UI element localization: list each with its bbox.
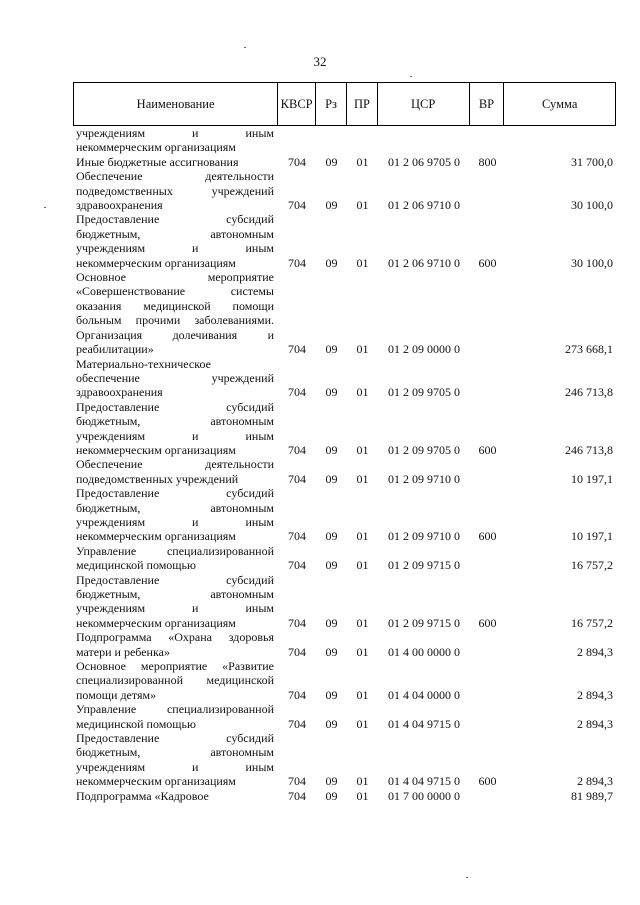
cell-csr: 01 4 04 0000 0 <box>388 687 460 702</box>
cell-pr: 01 <box>356 198 369 213</box>
cell-vr: 800 <box>478 154 497 169</box>
cell-name-line: Обеспечение деятельности <box>76 169 274 184</box>
cell-name-line: учреждениям и иным <box>76 428 274 443</box>
table-row <box>73 155 616 169</box>
cell-name-line: некоммерческим организациям <box>76 615 236 630</box>
scan-speck <box>466 877 468 878</box>
cell-pr: 01 <box>356 774 369 789</box>
cell-name-line: матери и ребенка» <box>76 644 170 659</box>
cell-name-line: Управление специализированной <box>76 543 274 558</box>
cell-name <box>73 212 278 270</box>
cell-name-line: Предоставление субсидий <box>76 486 274 501</box>
budget-table <box>73 82 616 803</box>
cell-vr: 600 <box>478 255 497 270</box>
cell-kvsr: 704 <box>288 644 306 659</box>
cell-kvsr: 704 <box>288 198 306 213</box>
cell-rz: 09 <box>325 385 338 400</box>
cell-name <box>73 457 278 486</box>
header-kvsr: КВСР <box>278 83 316 125</box>
cell-sum: 246 713,8 <box>565 442 613 457</box>
cell-csr <box>378 126 470 155</box>
cell-vr: 600 <box>478 529 497 544</box>
table-row <box>73 400 616 458</box>
cell-name-line: некоммерческим организациям <box>76 774 236 789</box>
cell-name-line: некоммерческим организациям <box>76 529 236 544</box>
cell-kvsr: 704 <box>288 385 306 400</box>
cell-name-line: Предоставление субсидий <box>76 572 274 587</box>
cell-pr: 01 <box>356 385 369 400</box>
cell-pr: 01 <box>356 687 369 702</box>
cell-kvsr: 704 <box>288 774 306 789</box>
cell-sum: 16 757,2 <box>571 558 613 573</box>
table-row <box>73 270 616 356</box>
cell-pr: 01 <box>356 342 369 357</box>
cell-rz: 09 <box>325 716 338 731</box>
cell-kvsr: 704 <box>288 558 306 573</box>
cell-kvsr: 704 <box>288 716 306 731</box>
cell-csr: 01 2 09 9715 0 <box>388 615 460 630</box>
cell-csr: 01 4 04 9715 0 <box>388 774 460 789</box>
cell-sum: 10 197,1 <box>571 529 613 544</box>
table-row <box>73 544 616 573</box>
cell-csr: 01 2 06 9710 0 <box>388 198 460 213</box>
cell-name-line: Иные бюджетные ассигнования <box>76 154 239 169</box>
table-row <box>73 457 616 486</box>
cell-csr: 01 4 00 0000 0 <box>388 644 460 659</box>
table-row <box>73 169 616 212</box>
cell-name-line: оказания медицинской помощи <box>76 298 274 313</box>
cell-pr: 01 <box>356 471 369 486</box>
cell-name <box>73 270 278 356</box>
cell-name <box>73 126 278 155</box>
scan-speck <box>244 47 246 48</box>
cell-sum: 2 894,3 <box>577 644 613 659</box>
cell-name <box>73 169 278 212</box>
cell-vr <box>470 789 505 803</box>
cell-kvsr: 704 <box>288 342 306 357</box>
cell-csr: 01 7 00 0000 0 <box>388 788 460 803</box>
cell-sum: 2 894,3 <box>577 774 613 789</box>
table-row <box>73 659 616 702</box>
cell-name-line: здравоохранения <box>76 198 163 213</box>
cell-name-line: бюджетным, автономным <box>76 500 274 515</box>
cell-pr: 01 <box>356 154 369 169</box>
cell-name-line: учреждениям и иным <box>76 126 274 140</box>
cell-kvsr: 704 <box>288 471 306 486</box>
cell-name-line: некоммерческим организациям <box>76 442 236 457</box>
cell-rz: 09 <box>325 644 338 659</box>
table-header <box>73 82 616 126</box>
cell-rz: 09 <box>325 342 338 357</box>
cell-rz: 09 <box>325 529 338 544</box>
cell-sum: 273 668,1 <box>565 342 613 357</box>
cell-name-line: подведомственных учреждений <box>76 471 239 486</box>
header-name: Наименование <box>74 83 278 125</box>
cell-csr: 01 2 06 9705 0 <box>388 154 460 169</box>
cell-sum: 10 197,1 <box>571 471 613 486</box>
cell-sum: 246 713,8 <box>565 385 613 400</box>
cell-pr: 01 <box>356 788 369 803</box>
cell-sum: 30 100,0 <box>571 255 613 270</box>
cell-name-line: Материально-техническое <box>76 356 211 371</box>
cell-name-line: Подпрограмма «Кадровое <box>76 788 209 803</box>
cell-pr: 01 <box>356 716 369 731</box>
cell-rz: 09 <box>325 687 338 702</box>
cell-name-line: учреждениям и иным <box>76 241 274 256</box>
cell-vr <box>470 702 505 731</box>
page-number: 32 <box>313 54 327 69</box>
cell-pr: 01 <box>356 255 369 270</box>
cell-pr <box>347 126 378 155</box>
cell-pr: 01 <box>356 529 369 544</box>
cell-rz <box>316 126 347 155</box>
cell-vr <box>470 126 505 155</box>
cell-vr <box>470 169 505 212</box>
cell-name <box>73 400 278 458</box>
cell-name-line: «Совершенствование системы <box>76 284 274 299</box>
cell-name <box>73 486 278 544</box>
cell-kvsr: 704 <box>288 529 306 544</box>
cell-kvsr: 704 <box>288 442 306 457</box>
cell-name-line: бюджетным, автономным <box>76 414 274 429</box>
cell-pr: 01 <box>356 644 369 659</box>
cell-name <box>73 659 278 702</box>
table-row <box>73 486 616 544</box>
table-row <box>73 630 616 659</box>
cell-vr: 600 <box>478 615 497 630</box>
table-row <box>73 731 616 789</box>
cell-vr <box>470 270 505 356</box>
cell-vr <box>470 544 505 573</box>
cell-name-line: бюджетным, автономным <box>76 745 274 760</box>
cell-name-line: Обеспечение деятельности <box>76 457 274 472</box>
cell-name-line: подведомственных учреждений <box>76 183 274 198</box>
cell-sum: 81 989,7 <box>571 788 613 803</box>
cell-name-line: Управление специализированной <box>76 702 274 717</box>
cell-vr <box>470 457 505 486</box>
cell-sum: 2 894,3 <box>577 687 613 702</box>
cell-kvsr: 704 <box>288 255 306 270</box>
cell-name-line: медицинской помощью <box>76 558 196 573</box>
cell-name-line: помощи детям» <box>76 687 157 702</box>
header-csr: ЦСР <box>378 83 470 125</box>
cell-pr: 01 <box>356 615 369 630</box>
cell-vr <box>470 357 505 400</box>
header-vr: ВР <box>470 83 505 125</box>
cell-name-line: учреждениям и иным <box>76 759 274 774</box>
table-body <box>73 126 616 803</box>
cell-name-line: Основное мероприятие <box>76 270 274 285</box>
cell-sum: 30 100,0 <box>571 198 613 213</box>
cell-vr <box>470 659 505 702</box>
cell-name-line: Предоставление субсидий <box>76 731 274 746</box>
cell-csr: 01 2 09 9715 0 <box>388 558 460 573</box>
table-row <box>73 126 616 155</box>
cell-name-line: учреждениям и иным <box>76 601 274 616</box>
cell-name <box>73 702 278 731</box>
cell-csr: 01 2 09 9710 0 <box>388 529 460 544</box>
cell-pr: 01 <box>356 442 369 457</box>
cell-name <box>73 544 278 573</box>
scan-speck <box>410 76 412 77</box>
cell-name-line: бюджетным, автономным <box>76 226 274 241</box>
cell-name <box>73 731 278 789</box>
cell-sum: 31 700,0 <box>571 154 613 169</box>
cell-rz: 09 <box>325 154 338 169</box>
cell-rz: 09 <box>325 774 338 789</box>
cell-name-line: медицинской помощью <box>76 716 196 731</box>
cell-name <box>73 357 278 400</box>
cell-name <box>73 630 278 659</box>
cell-rz: 09 <box>325 788 338 803</box>
cell-kvsr <box>278 126 316 155</box>
cell-kvsr: 704 <box>288 154 306 169</box>
cell-name-line: Предоставление субсидий <box>76 212 274 227</box>
cell-rz: 09 <box>325 558 338 573</box>
cell-rz: 09 <box>325 615 338 630</box>
cell-csr: 01 4 04 9715 0 <box>388 716 460 731</box>
cell-vr: 600 <box>478 774 497 789</box>
cell-rz: 09 <box>325 198 338 213</box>
cell-pr: 01 <box>356 558 369 573</box>
cell-kvsr: 704 <box>288 615 306 630</box>
cell-name-line: Основное мероприятие «Развитие <box>76 659 274 674</box>
cell-vr: 600 <box>478 442 497 457</box>
cell-name-line: реабилитации» <box>76 342 154 357</box>
table-row <box>73 702 616 731</box>
cell-name <box>73 573 278 631</box>
cell-name-line: обеспечение учреждений <box>76 370 274 385</box>
cell-csr: 01 2 09 9705 0 <box>388 385 460 400</box>
cell-rz: 09 <box>325 471 338 486</box>
table-row <box>73 357 616 400</box>
cell-csr: 01 2 09 9710 0 <box>388 471 460 486</box>
cell-rz: 09 <box>325 255 338 270</box>
header-rz: Рз <box>316 83 347 125</box>
cell-vr <box>470 630 505 659</box>
cell-name-line: учреждениям и иным <box>76 514 274 529</box>
cell-sum: 16 757,2 <box>571 615 613 630</box>
cell-kvsr: 704 <box>288 788 306 803</box>
cell-csr: 01 2 09 9705 0 <box>388 442 460 457</box>
cell-kvsr: 704 <box>288 687 306 702</box>
cell-name-line: бюджетным, автономным <box>76 587 274 601</box>
cell-name-line: Подпрограмма «Охрана здоровья <box>76 630 274 645</box>
table-row <box>73 573 616 631</box>
cell-name-line: некоммерческим организациям <box>76 140 236 155</box>
cell-name <box>73 789 278 803</box>
scan-speck <box>44 207 46 208</box>
header-sum: Сумма <box>542 96 578 111</box>
table-row <box>73 212 616 270</box>
cell-name-line: некоммерческим организациям <box>76 255 236 270</box>
cell-csr: 01 2 06 9710 0 <box>388 255 460 270</box>
cell-name <box>73 155 278 169</box>
cell-name-line: Предоставление субсидий <box>76 399 274 414</box>
cell-name-line: больным прочими заболеваниями. <box>76 313 274 328</box>
header-pr: ПР <box>347 83 378 125</box>
cell-rz: 09 <box>325 442 338 457</box>
cell-name-line: Организация долечивания и <box>76 327 274 342</box>
cell-csr: 01 2 09 0000 0 <box>388 342 460 357</box>
cell-name-line: здравоохранения <box>76 385 163 400</box>
cell-sum: 2 894,3 <box>577 716 613 731</box>
cell-sum <box>505 126 616 155</box>
cell-name-line: специализированной медицинской <box>76 673 274 688</box>
table-row <box>73 789 616 803</box>
